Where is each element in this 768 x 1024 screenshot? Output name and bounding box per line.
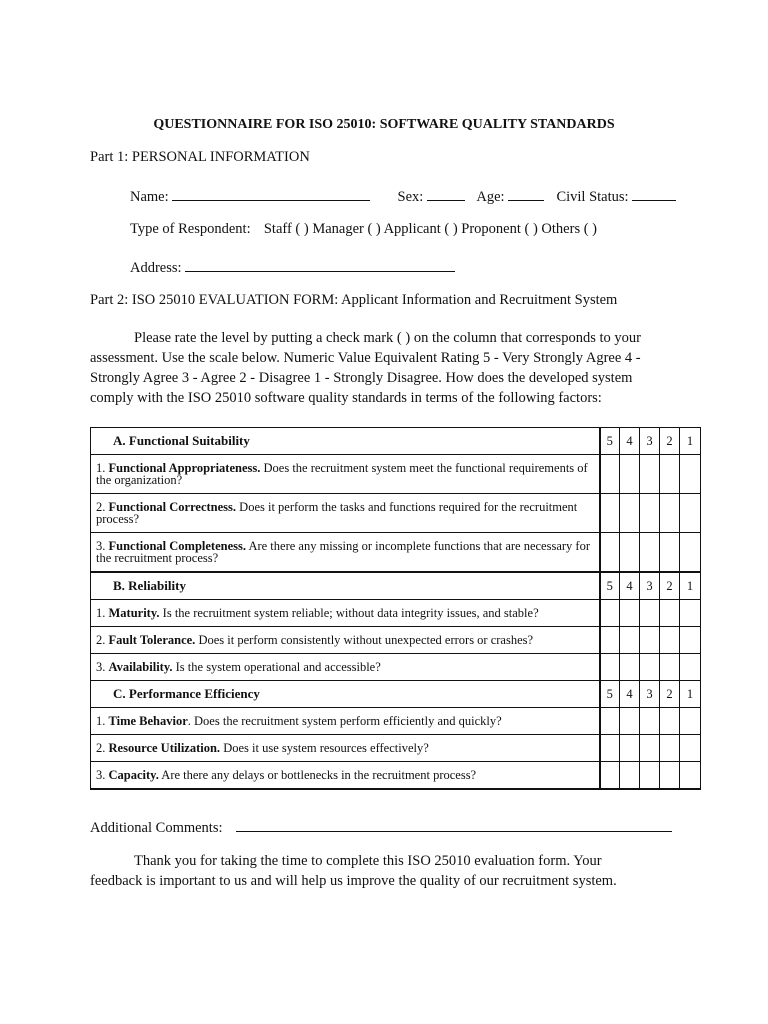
respondent-label: Type of Respondent:	[130, 221, 251, 237]
question-term: Time Behavior	[108, 713, 188, 728]
rating-cell-3[interactable]	[640, 735, 660, 762]
question-row	[91, 627, 701, 654]
respondent-options[interactable]: Staff ( ) Manager ( ) Applicant ( ) Proponent ( ) Others ( )	[263, 221, 597, 237]
rating-cell-4[interactable]	[620, 654, 640, 681]
question-cell	[91, 708, 600, 735]
closing-paragraph	[90, 851, 650, 891]
rating-cell-1[interactable]	[680, 600, 701, 627]
rating-cell-1[interactable]	[680, 533, 701, 573]
rating-cell-1[interactable]	[680, 654, 701, 681]
question-row	[91, 654, 701, 681]
question-term: Functional Completeness.	[108, 539, 246, 553]
rating-cell-1[interactable]	[680, 455, 701, 494]
question-row	[91, 455, 701, 494]
part1-heading: Part 1: PERSONAL INFORMATION	[90, 149, 310, 165]
rating-cell-4[interactable]	[620, 735, 640, 762]
personal-info-row	[130, 186, 676, 206]
age-field[interactable]	[508, 186, 544, 201]
rating-cell-4[interactable]	[620, 708, 640, 735]
name-field[interactable]	[172, 186, 370, 201]
rating-cell-3[interactable]	[640, 762, 660, 790]
civil-status-field[interactable]	[632, 186, 676, 201]
rating-cell-3[interactable]	[640, 455, 660, 494]
question-cell	[91, 494, 600, 533]
scale-header: 4	[620, 572, 640, 600]
rating-cell-3[interactable]	[640, 600, 660, 627]
question-number: 1.	[96, 461, 106, 475]
question-text: Does the recruitment system meet the functional requirements of the organization?	[96, 461, 588, 487]
section-header-row	[91, 428, 701, 455]
rating-cell-2[interactable]	[660, 762, 680, 790]
rating-cell-2[interactable]	[660, 494, 680, 533]
rating-cell-4[interactable]	[620, 762, 640, 790]
question-row	[91, 762, 701, 790]
scale-header: 3	[640, 428, 660, 455]
question-number: 2.	[96, 740, 106, 755]
question-cell	[91, 654, 600, 681]
rating-cell-2[interactable]	[660, 708, 680, 735]
section-title: A. Functional Suitability	[91, 428, 600, 455]
rating-cell-2[interactable]	[660, 455, 680, 494]
scale-header: 3	[640, 572, 660, 600]
name-label: Name:	[130, 189, 169, 205]
scale-header: 5	[600, 572, 620, 600]
age-label: Age:	[476, 189, 505, 205]
scale-header: 1	[680, 681, 701, 708]
scale-header: 2	[660, 681, 680, 708]
rating-cell-1[interactable]	[680, 708, 701, 735]
question-row	[91, 708, 701, 735]
instructions-text: Please rate the level by putting a check mark ( ) on the column that corresponds to your assessment. Use the scale below. Numeric Value Equivalent Rating 5 - Very Strongly Agree 4 - Strongly Agree 3 - Agree 2 - Disagree 1 - Strongly Disagree. How does the developed system comply with the ISO 25010 software quality standards in terms of the following factors:	[90, 330, 641, 406]
question-term: Functional Correctness.	[108, 500, 237, 514]
question-text: Is the system operational and accessible?	[175, 659, 381, 674]
question-cell	[91, 762, 600, 790]
question-number: 1.	[96, 605, 106, 620]
rating-cell-2[interactable]	[660, 533, 680, 573]
scale-header: 5	[600, 428, 620, 455]
address-row	[130, 257, 455, 277]
section-header-row	[91, 572, 701, 600]
rating-cell-4[interactable]	[620, 494, 640, 533]
rating-cell-4[interactable]	[620, 533, 640, 573]
question-term: Capacity.	[108, 767, 159, 782]
rating-cell-3[interactable]	[640, 533, 660, 573]
rating-cell-1[interactable]	[680, 494, 701, 533]
comments-label: Additional Comments:	[90, 820, 223, 836]
rating-cell-5[interactable]	[600, 627, 620, 654]
evaluation-table	[90, 427, 701, 790]
section-title: B. Reliability	[91, 572, 600, 600]
rating-cell-3[interactable]	[640, 708, 660, 735]
question-text: Are there any missing or incomplete functions that are necessary for the recruitment process?	[96, 539, 590, 565]
rating-cell-4[interactable]	[620, 455, 640, 494]
scale-header: 2	[660, 572, 680, 600]
question-cell	[91, 533, 600, 573]
rating-cell-5[interactable]	[600, 455, 620, 494]
rating-cell-3[interactable]	[640, 654, 660, 681]
question-number: 3.	[96, 659, 106, 674]
rating-cell-2[interactable]	[660, 654, 680, 681]
rating-cell-2[interactable]	[660, 735, 680, 762]
sex-field[interactable]	[427, 186, 465, 201]
question-text: Are there any delays or bottlenecks in the recruitment process?	[161, 767, 477, 782]
question-row	[91, 600, 701, 627]
question-cell	[91, 627, 600, 654]
question-number: 2.	[96, 632, 106, 647]
rating-cell-1[interactable]	[680, 627, 701, 654]
comments-field[interactable]	[236, 817, 672, 832]
rating-cell-4[interactable]	[620, 600, 640, 627]
rating-cell-5[interactable]	[600, 708, 620, 735]
page-title: QUESTIONNAIRE FOR ISO 25010: SOFTWARE QUALITY STANDARDS	[153, 117, 615, 132]
rating-cell-5[interactable]	[600, 600, 620, 627]
rating-cell-4[interactable]	[620, 627, 640, 654]
address-label: Address:	[130, 260, 182, 276]
rating-cell-2[interactable]	[660, 600, 680, 627]
question-text: Is the recruitment system reliable; without data integrity issues, and stable?	[162, 605, 539, 620]
question-row	[91, 494, 701, 533]
scale-header: 1	[680, 572, 701, 600]
question-term: Resource Utilization.	[108, 740, 221, 755]
scale-header: 2	[660, 428, 680, 455]
question-term: Maturity.	[108, 605, 160, 620]
section-title: C. Performance Efficiency	[91, 681, 600, 708]
rating-cell-5[interactable]	[600, 654, 620, 681]
rating-cell-1[interactable]	[680, 735, 701, 762]
question-number: 3.	[96, 539, 106, 553]
question-text: . Does the recruitment system perform efficiently and quickly?	[187, 713, 502, 728]
question-text: Does it perform consistently without unexpected errors or crashes?	[198, 632, 534, 647]
question-term: Availability.	[108, 659, 173, 674]
rating-cell-3[interactable]	[640, 494, 660, 533]
question-cell	[91, 455, 600, 494]
scale-header: 3	[640, 681, 660, 708]
scale-header: 5	[600, 681, 620, 708]
rating-cell-5[interactable]	[600, 762, 620, 790]
civil-status-label: Civil Status:	[556, 189, 629, 205]
scale-header: 4	[620, 681, 640, 708]
respondent-type-row	[130, 221, 597, 238]
scale-header: 1	[680, 428, 701, 455]
rating-cell-3[interactable]	[640, 627, 660, 654]
scale-header: 4	[620, 428, 640, 455]
question-row	[91, 533, 701, 573]
question-cell	[91, 600, 600, 627]
question-term: Functional Appropriateness.	[108, 461, 261, 475]
part2-heading: Part 2: ISO 25010 EVALUATION FORM: Applicant Information and Recruitment System	[90, 292, 618, 308]
rating-cell-2[interactable]	[660, 627, 680, 654]
question-text: Does it perform the tasks and functions required for the recruitment process?	[96, 500, 578, 526]
question-row	[91, 735, 701, 762]
rating-cell-5[interactable]	[600, 533, 620, 573]
comments-row	[90, 817, 672, 837]
question-number: 1.	[96, 713, 106, 728]
rating-cell-5[interactable]	[600, 735, 620, 762]
question-term: Fault Tolerance.	[108, 632, 196, 647]
question-number: 2.	[96, 500, 106, 514]
sex-label: Sex:	[397, 189, 424, 205]
section-header-row	[91, 681, 701, 708]
address-field[interactable]	[185, 257, 455, 272]
rating-cell-1[interactable]	[680, 762, 701, 790]
instructions-paragraph	[90, 328, 665, 408]
question-text: Does it use system resources effectively?	[223, 740, 429, 755]
rating-cell-5[interactable]	[600, 494, 620, 533]
closing-text: Thank you for taking the time to complete this ISO 25010 evaluation form. Your feedback is important to us and will help us improve the quality of our recruitment system.	[90, 853, 617, 889]
question-number: 3.	[96, 767, 106, 782]
question-cell	[91, 735, 600, 762]
